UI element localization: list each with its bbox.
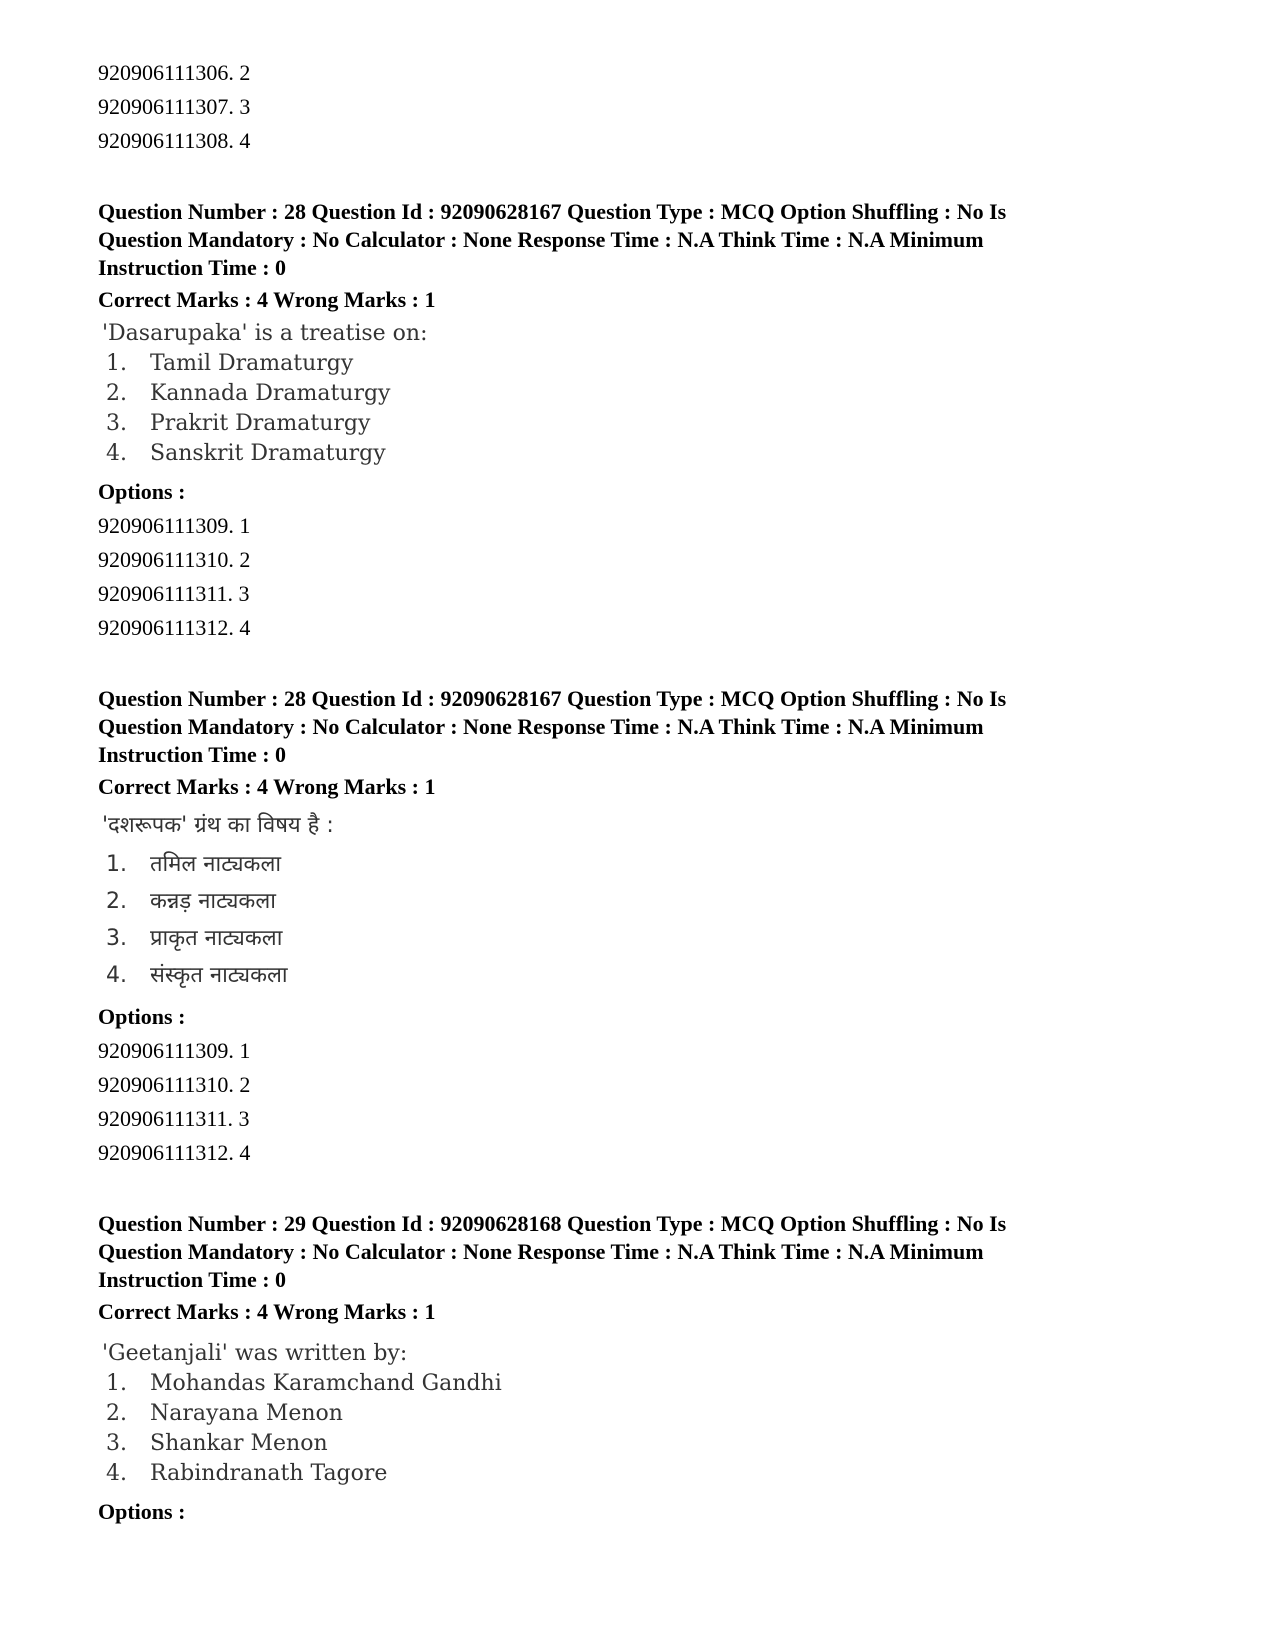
question-meta-line: Instruction Time : 0	[98, 255, 287, 280]
choice-item	[102, 379, 1178, 409]
choice-text: तमिल नाट्यकला	[150, 852, 282, 877]
choice-list	[102, 846, 1178, 994]
choice-item	[102, 846, 1178, 883]
choice-item	[102, 957, 1178, 994]
choice-item	[102, 349, 1178, 379]
choice-number: 2.	[106, 381, 127, 406]
previous-options-list	[98, 56, 1178, 158]
document-page	[98, 56, 1178, 1529]
option-line: 920906111307. 3	[98, 94, 251, 119]
choice-item	[102, 409, 1178, 439]
choice-text: Shankar Menon	[150, 1431, 328, 1456]
question-text	[102, 806, 1178, 994]
choice-text: Mohandas Karamchand Gandhi	[150, 1371, 502, 1396]
question-meta-line: Question Mandatory : No Calculator : None Response Time : N.A Think Time : N.A Minimum	[98, 1239, 984, 1264]
choice-text: Prakrit Dramaturgy	[150, 411, 371, 436]
marks-line: Correct Marks : 4 Wrong Marks : 1	[98, 774, 436, 799]
option-line: 920906111309. 1	[98, 1038, 251, 1063]
choice-item	[102, 1459, 1178, 1489]
choice-number: 4.	[106, 963, 127, 988]
question-block-29-english	[98, 1210, 1178, 1527]
choice-text: कन्नड़ नाट्यकला	[150, 889, 276, 914]
choice-number: 3.	[106, 1431, 127, 1456]
option-line: 920906111308. 4	[98, 128, 251, 153]
options-label: Options :	[98, 479, 186, 504]
question-meta-line: Question Number : 29 Question Id : 92090628168 Question Type : MCQ Option Shuffling : No Is	[98, 1211, 1007, 1236]
marks-line: Correct Marks : 4 Wrong Marks : 1	[98, 287, 436, 312]
question-stem: 'दशरूपक' ग्रंथ का विषय है :	[102, 813, 334, 838]
choice-number: 2.	[106, 1401, 127, 1426]
question-text	[102, 319, 1178, 469]
question-meta-line: Instruction Time : 0	[98, 742, 287, 767]
choice-item	[102, 920, 1178, 957]
choice-number: 4.	[106, 441, 127, 466]
choice-item	[102, 1369, 1178, 1399]
question-stem: 'Dasarupaka' is a treatise on:	[102, 321, 428, 346]
choice-text: Sanskrit Dramaturgy	[150, 441, 386, 466]
choice-item	[102, 883, 1178, 920]
option-line: 920906111306. 2	[98, 60, 251, 85]
choice-item	[102, 1399, 1178, 1429]
choice-item	[102, 1429, 1178, 1459]
options-label: Options :	[98, 1499, 186, 1524]
option-line: 920906111312. 4	[98, 1140, 251, 1165]
question-block-28-english	[98, 198, 1178, 645]
question-meta-line: Question Number : 28 Question Id : 92090628167 Question Type : MCQ Option Shuffling : No Is	[98, 686, 1007, 711]
choice-number: 3.	[106, 411, 127, 436]
options-label: Options :	[98, 1004, 186, 1029]
question-meta-line: Question Number : 28 Question Id : 92090628167 Question Type : MCQ Option Shuffling : No Is	[98, 199, 1007, 224]
question-meta-line: Question Mandatory : No Calculator : None Response Time : N.A Think Time : N.A Minimum	[98, 227, 984, 252]
choice-number: 3.	[106, 926, 127, 951]
choice-list	[102, 1369, 1178, 1489]
choice-number: 1.	[106, 351, 127, 376]
question-meta-line: Question Mandatory : No Calculator : None Response Time : N.A Think Time : N.A Minimum	[98, 714, 984, 739]
choice-number: 1.	[106, 852, 127, 877]
question-block-28-hindi	[98, 685, 1178, 1170]
option-line: 920906111309. 1	[98, 513, 251, 538]
option-line: 920906111311. 3	[98, 581, 250, 606]
choice-number: 4.	[106, 1461, 127, 1486]
choice-item	[102, 439, 1178, 469]
option-line: 920906111311. 3	[98, 1106, 250, 1131]
option-line: 920906111310. 2	[98, 1072, 251, 1097]
choice-number: 2.	[106, 889, 127, 914]
choice-list	[102, 349, 1178, 469]
question-stem: 'Geetanjali' was written by:	[102, 1341, 408, 1366]
choice-text: Tamil Dramaturgy	[150, 351, 354, 376]
choice-text: संस्कृत नाट्यकला	[150, 963, 288, 988]
choice-number: 1.	[106, 1371, 127, 1396]
question-text	[102, 1339, 1178, 1489]
choice-text: प्राकृत नाट्यकला	[150, 926, 283, 951]
marks-line: Correct Marks : 4 Wrong Marks : 1	[98, 1299, 436, 1324]
question-meta-line: Instruction Time : 0	[98, 1267, 287, 1292]
choice-text: Narayana Menon	[150, 1401, 343, 1426]
option-line: 920906111312. 4	[98, 615, 251, 640]
choice-text: Kannada Dramaturgy	[150, 381, 391, 406]
option-line: 920906111310. 2	[98, 547, 251, 572]
choice-text: Rabindranath Tagore	[150, 1461, 388, 1486]
